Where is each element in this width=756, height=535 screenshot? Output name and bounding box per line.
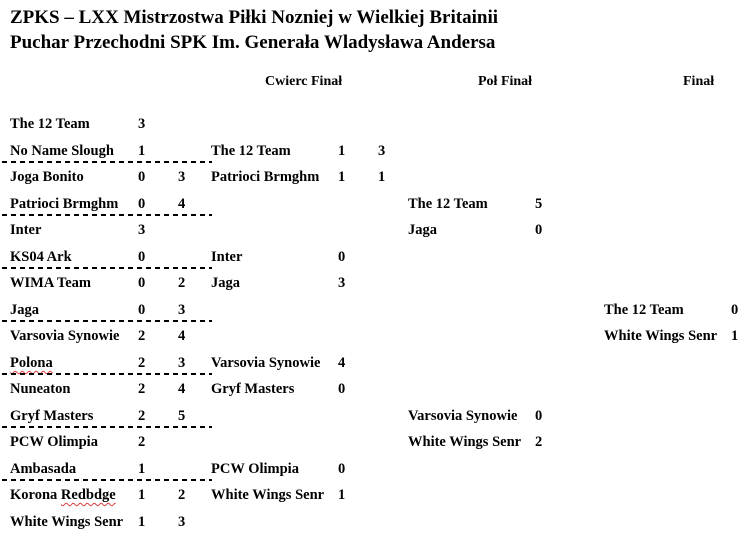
team-name: Varsovia Synowie [211, 355, 321, 371]
team-name: Gryf Masters [10, 408, 94, 424]
pair-separator [2, 214, 212, 216]
team-name: White Wings Senr [211, 487, 325, 503]
score-2: 3 [178, 514, 186, 530]
team-name: Inter [10, 222, 42, 238]
score-1: 1 [138, 461, 146, 477]
score-2: 2 [178, 487, 186, 503]
score-2: 4 [178, 196, 186, 212]
score-1: 0 [138, 302, 146, 318]
score-2: 3 [378, 143, 386, 159]
score-2: 5 [178, 408, 186, 424]
team-name: Jaga [211, 275, 240, 291]
pair-separator [2, 479, 212, 481]
team-name: The 12 Team [604, 302, 684, 318]
team-name: Patrioci Brmghm [211, 169, 320, 185]
team-name: Ambasada [10, 461, 77, 477]
score-1: 0 [535, 408, 543, 424]
score-1: 4 [338, 355, 346, 371]
score-1: 3 [138, 116, 146, 132]
team-name: WIMA Team [10, 275, 91, 291]
score-1: 0 [138, 275, 146, 291]
score-2: 4 [178, 328, 186, 344]
team-name: White Wings Senr [10, 514, 124, 530]
team-name: The 12 Team [10, 116, 90, 132]
team-name: Joga Bonito [10, 169, 84, 185]
pair-separator [2, 161, 212, 163]
team-name: The 12 Team [211, 143, 291, 159]
header-semi-final: Poł Finał [478, 74, 533, 89]
pair-separator [2, 320, 212, 322]
score-1: 1 [338, 487, 346, 503]
pair-separator [2, 373, 212, 375]
score-1: 2 [138, 328, 146, 344]
team-name: No Name Slough [10, 143, 114, 159]
score-2: 3 [178, 302, 186, 318]
team-name: Varsovia Synowie [10, 328, 120, 344]
score-1: 3 [338, 275, 346, 291]
score-1: 2 [138, 408, 146, 424]
team-name: Varsovia Synowie [408, 408, 518, 424]
score-1: 0 [338, 461, 346, 477]
score-1: 1 [731, 328, 739, 344]
score-2: 3 [178, 169, 186, 185]
score-1: 2 [535, 434, 543, 450]
score-1: 1 [338, 169, 346, 185]
team-name: Inter [211, 249, 243, 265]
score-1: 2 [138, 355, 146, 371]
team-name: Gryf Masters [211, 381, 295, 397]
score-1: 0 [138, 249, 146, 265]
score-1: 0 [338, 249, 346, 265]
score-1: 3 [138, 222, 146, 238]
team-name: PCW Olimpia [10, 434, 98, 450]
score-1: 2 [138, 381, 146, 397]
team-name: Nuneaton [10, 381, 71, 397]
team-name: White Wings Senr [604, 328, 718, 344]
score-1: 1 [138, 487, 146, 503]
team-name: Patrioci Brmghm [10, 196, 119, 212]
score-2: 2 [178, 275, 186, 291]
score-1: 5 [535, 196, 543, 212]
pair-separator [2, 267, 212, 269]
team-name: The 12 Team [408, 196, 488, 212]
header-quarter-final: Cwierc Finał [265, 74, 343, 89]
team-name-misspelled: Polona [10, 355, 53, 371]
team-name: PCW Olimpia [211, 461, 299, 477]
document-title [10, 5, 498, 55]
score-1: 0 [138, 196, 146, 212]
score-2: 1 [378, 169, 386, 185]
title-line-1: ZPKS – LXX Mistrzostwa Piłki Nozniej w Wielkiej Britainii [10, 7, 498, 28]
title-line-2: Puchar Przechodni SPK Im. Generała Wladysława Andersa [10, 32, 496, 53]
score-1: 0 [535, 222, 543, 238]
team-name: White Wings Senr [408, 434, 522, 450]
team-name-part: Korona [10, 487, 61, 503]
pair-separator [2, 426, 212, 428]
team-name: Jaga [408, 222, 437, 238]
score-1: 1 [138, 514, 146, 530]
score-1: 0 [338, 381, 346, 397]
score-2: 4 [178, 381, 186, 397]
team-name-misspelled: Redbdge [60, 487, 116, 503]
score-1: 1 [338, 143, 346, 159]
score-1: 2 [138, 434, 146, 450]
score-1: 1 [138, 143, 146, 159]
team-name [10, 486, 116, 504]
score-2: 3 [178, 355, 186, 371]
team-name: Jaga [10, 302, 39, 318]
score-1: 0 [731, 302, 739, 318]
header-final: Finał [683, 74, 715, 89]
score-1: 0 [138, 169, 146, 185]
team-name: KS04 Ark [10, 249, 72, 265]
